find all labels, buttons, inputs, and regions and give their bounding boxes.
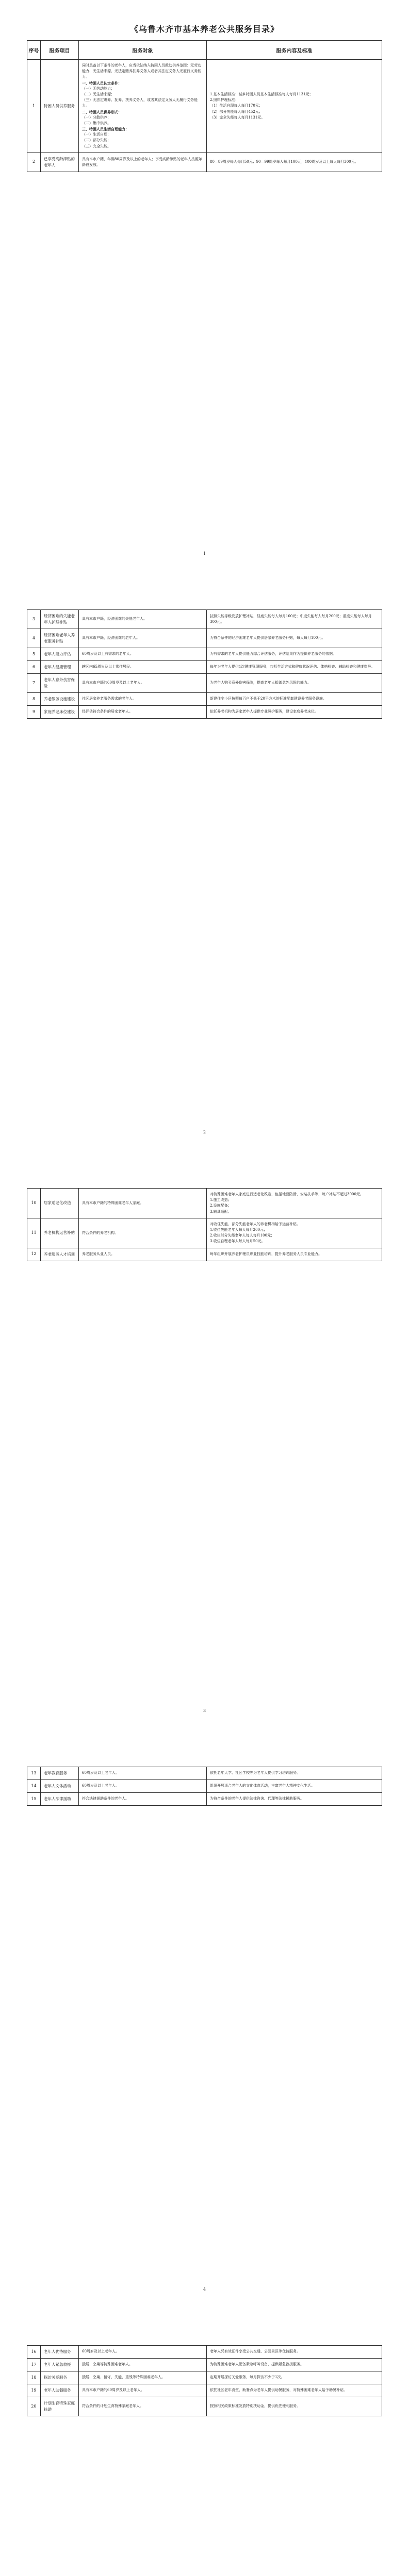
- row-number: 15: [27, 1793, 41, 1806]
- service-target-cell: [79, 1793, 207, 1806]
- service-table: [27, 2345, 382, 2416]
- service-standard-cell: [207, 1767, 382, 1780]
- service-standard-cell: [207, 2371, 382, 2384]
- service-item: 经济困难的失能老年人护理补贴: [41, 610, 79, 629]
- row-number: 8: [27, 693, 41, 706]
- service-target-cell: [79, 661, 207, 674]
- table-row: [27, 706, 382, 719]
- standard-line: 为符合条件的经济困难老年人提供居家养老服务补贴，每人每月100元。: [210, 636, 325, 640]
- row-number: 12: [27, 1248, 41, 1261]
- page-number: 2: [203, 1130, 206, 1134]
- service-table: [27, 609, 382, 719]
- service-target-cell: [79, 706, 207, 719]
- table-row: [27, 1767, 382, 1780]
- standard-line: 2.收住部分失能老年人每人每月100元；: [210, 1233, 275, 1238]
- target-line: 符合法律援助条件的老年人。: [82, 1797, 129, 1801]
- target-line: 具有本市户籍，年满80周岁及以上的老年人；享受高龄津贴的老年人按照年龄段发放。: [82, 157, 202, 167]
- target-line: 符合条件的养老机构。: [82, 1230, 118, 1235]
- service-standard-cell: [207, 648, 382, 661]
- service-item: 老年人健康管理: [41, 661, 79, 674]
- service-standard-cell: [207, 60, 382, 153]
- standard-line: 为有需求的老年人提供能力综合评估服务，评估结果作为提供养老服务的依据。: [210, 652, 336, 656]
- table-row: [27, 661, 382, 674]
- service-item: 养老机构运营补贴: [41, 1218, 79, 1248]
- target-line: （一）分散供养；: [82, 115, 111, 120]
- service-standard-cell: [207, 1793, 382, 1806]
- table-row: [27, 693, 382, 706]
- standard-line: 80—89周岁每人每月50元；90—99周岁每人每月100元；100周岁及以上每人每月300元。: [210, 160, 358, 164]
- page-number: 3: [203, 1708, 206, 1713]
- standard-line: 1.基本生活标准：城乡特困人员基本生活标准每人每月1131元；: [210, 92, 313, 96]
- service-standard-cell: [207, 2397, 382, 2416]
- target-line: 具有本市户籍的60周岁及以上老年人。: [82, 2388, 144, 2393]
- service-standard-cell: [207, 1248, 382, 1261]
- service-target-cell: [79, 2384, 207, 2397]
- header-standard: 服务内容及标准: [207, 41, 382, 60]
- service-target-cell: [79, 2371, 207, 2384]
- standard-line: 为特殊困难老年人配备紧急呼叫设备，提供紧急救援服务。: [210, 2362, 304, 2367]
- row-number: 7: [27, 674, 41, 693]
- table-section-4: [27, 1767, 382, 1806]
- service-item: 计划生育特殊家庭扶助: [41, 2397, 79, 2416]
- table-header-row: [27, 41, 382, 60]
- service-target-cell: [79, 674, 207, 693]
- header-item: 服务项目: [41, 41, 79, 60]
- standard-line: 每年为老年人提供1次健康管理服务，包括生活方式和健康状况评估、体格检查、辅助检查和健康指导。: [210, 665, 375, 669]
- service-standard-cell: [207, 629, 382, 648]
- standard-line: （2）部分失能每人每月452元；: [210, 109, 263, 114]
- service-standard-cell: [207, 674, 382, 693]
- service-target-cell: [79, 2346, 207, 2359]
- service-target-cell: [79, 152, 207, 172]
- service-item: 家庭养老床位建设: [41, 706, 79, 719]
- row-number: 10: [27, 1189, 41, 1218]
- page-1: [0, 0, 409, 579]
- standard-line: 为老年人购买意外伤害保险，提高老年人抵御意外风险的能力。: [210, 681, 311, 685]
- standard-line: 新建住宅小区按照每百户不低于20平方米的标准配套建设养老服务设施。: [210, 697, 326, 701]
- service-target-cell: [79, 1248, 207, 1261]
- target-line: 独居、空巢等特殊困难老年人。: [82, 2362, 133, 2367]
- target-line: 60周岁及以上有需求的老年人。: [82, 652, 134, 656]
- document-title: 《乌鲁木齐市基本养老公共服务目录》: [129, 24, 279, 34]
- row-number: 20: [27, 2397, 41, 2416]
- standard-line: 1.收住失能老年人每人每月200元；: [210, 1227, 268, 1232]
- service-item: 特困人员供养服务: [41, 60, 79, 153]
- target-line: 同时具备以下条件的老年人，应当依法纳入特困人员救助供养范围：无劳动能力、无生活来源、无法定赡养扶养义务人或者其法定义务人无履行义务能力。: [82, 63, 201, 79]
- service-target-cell: [79, 60, 207, 153]
- standard-line: 3.收住自理老年人每人每月50元。: [210, 1239, 265, 1244]
- table-row: [27, 2346, 382, 2359]
- standard-line: 对收住失能、部分失能老年人的养老机构给予运营补贴。: [210, 1222, 300, 1226]
- table-row: [27, 1218, 382, 1248]
- service-item: 老年人意外伤害保险: [41, 674, 79, 693]
- table-row: [27, 674, 382, 693]
- standard-line: 按照相关政策标准发放特别扶助金，提供优先便利服务。: [210, 2404, 300, 2409]
- target-line: 60周岁及以上老年人。: [82, 1784, 119, 1788]
- standard-line: 依托社区老年食堂、助餐点为老年人提供助餐服务，对特殊困难老年人给予助餐补贴。: [210, 2388, 347, 2393]
- standard-line: 2.照料护理标准：: [210, 98, 239, 103]
- target-line: 社区居家养老服务需求的老年人。: [82, 697, 136, 701]
- service-item: 老年人紧急救援: [41, 2359, 79, 2371]
- standard-line: 1.施工改造；: [210, 1198, 232, 1202]
- row-number: 2: [27, 152, 41, 172]
- standard-line: 按照失能等级发放护理补贴，轻度失能每人每月100元；中度失能每人每月200元；重度失能每人每月300元。: [210, 614, 372, 624]
- target-line: 养老服务从业人员。: [82, 1251, 114, 1256]
- standard-line: 对特殊困难老年人家庭进行适老化改造，包括地面防滑、安装扶手等，每户补贴不超过3000元。: [210, 1192, 364, 1196]
- service-target-cell: [79, 648, 207, 661]
- target-line: 具有本市户籍，经济困难的失能老年人。: [82, 617, 147, 621]
- service-standard-cell: [207, 1780, 382, 1793]
- service-table: [27, 1767, 382, 1806]
- service-target-cell: [79, 1780, 207, 1793]
- target-line: 60周岁及以上老年人。: [82, 1771, 119, 1775]
- target-line: 符合条件的计划生育特殊家庭老年人。: [82, 2404, 143, 2409]
- service-item: 老年人助餐服务: [41, 2384, 79, 2397]
- target-line: 一、特困人员认定条件：: [82, 80, 122, 86]
- service-standard-cell: [207, 706, 382, 719]
- target-line: 二、特困人员供养形式：: [82, 109, 122, 114]
- standard-line: （1）生活自理每人每月170元；: [210, 104, 263, 108]
- table-row: [27, 2384, 382, 2397]
- service-standard-cell: [207, 661, 382, 674]
- table-row: [27, 1793, 382, 1806]
- target-line: 辖区内65周岁及以上常住居民。: [82, 665, 134, 669]
- service-item: 老年人优待服务: [41, 2346, 79, 2359]
- header-target: 服务对象: [79, 41, 207, 60]
- table-row: [27, 648, 382, 661]
- standard-line: 每年组织开展养老护理员职业技能培训，提升养老服务人员专业能力。: [210, 1251, 322, 1256]
- target-line: 独居、空巢、留守、失能、重残等特殊困难老年人。: [82, 2375, 165, 2380]
- service-standard-cell: [207, 1218, 382, 1248]
- service-target-cell: [79, 2359, 207, 2371]
- table-row: [27, 629, 382, 648]
- service-target-cell: [79, 1189, 207, 1218]
- standard-line: 为符合条件的老年人提供法律咨询、代理等法律援助服务。: [210, 1797, 304, 1801]
- service-standard-cell: [207, 693, 382, 706]
- table-section-1: [27, 40, 382, 172]
- table-row: [27, 152, 382, 172]
- table-row: [27, 610, 382, 629]
- page-5: [0, 2314, 409, 2576]
- service-standard-cell: [207, 1189, 382, 1218]
- target-line: 经评估符合条件的居家老年人。: [82, 709, 133, 714]
- service-target-cell: [79, 2397, 207, 2416]
- service-standard-cell: [207, 2346, 382, 2359]
- page-2: [0, 579, 409, 1157]
- header-no: 序号: [27, 41, 41, 60]
- target-line: （二）部分失能；: [82, 138, 111, 143]
- service-item: 探访关爱服务: [41, 2371, 79, 2384]
- service-item: 老年教育服务: [41, 1767, 79, 1780]
- target-line: 具有本市户籍的60周岁及以上老年人。: [82, 681, 144, 685]
- service-item: 老年人文体活动: [41, 1780, 79, 1793]
- page-3: [0, 1157, 409, 1736]
- service-item: 老年人能力评估: [41, 648, 79, 661]
- target-line: （一）无劳动能力；: [82, 86, 114, 91]
- service-target-cell: [79, 629, 207, 648]
- service-standard-cell: [207, 152, 382, 172]
- service-item: 居家适老化改造: [41, 1189, 79, 1218]
- row-number: 17: [27, 2359, 41, 2371]
- row-number: 5: [27, 648, 41, 661]
- table-section-2: [27, 609, 382, 719]
- service-item: 老年人法律援助: [41, 1793, 79, 1806]
- target-line: 具有本市户籍的特殊困难老年人家庭。: [82, 1200, 143, 1205]
- service-item: 养老服务设施建设: [41, 693, 79, 706]
- service-item: 已享受高龄津贴的老年人: [41, 152, 79, 172]
- service-target-cell: [79, 1218, 207, 1248]
- target-line: （三）完全失能。: [82, 144, 111, 148]
- standard-line: 依托老年大学、社区学校等为老年人提供学习培训服务。: [210, 1771, 300, 1775]
- row-number: 13: [27, 1767, 41, 1780]
- row-number: 11: [27, 1218, 41, 1248]
- row-number: 14: [27, 1780, 41, 1793]
- page-4: [0, 1736, 409, 2314]
- standard-line: 定期开展探访关爱服务，每月探访不少于1次。: [210, 2375, 285, 2380]
- row-number: 16: [27, 2346, 41, 2359]
- table-row: [27, 2371, 382, 2384]
- service-item: 养老服务人才培训: [41, 1248, 79, 1261]
- table-row: [27, 1780, 382, 1793]
- table-row: [27, 1189, 382, 1218]
- service-standard-cell: [207, 610, 382, 629]
- page-number: 1: [203, 551, 206, 556]
- row-number: 6: [27, 661, 41, 674]
- service-table: [27, 1188, 382, 1261]
- standard-line: 老年人凭有效证件享受公共交通、公园景区等优待服务。: [210, 2349, 300, 2354]
- row-number: 3: [27, 610, 41, 629]
- target-line: 60周岁及以上老年人。: [82, 2349, 119, 2354]
- standard-line: （3）完全失能每人每月1131元。: [210, 115, 265, 120]
- table-section-3: [27, 1188, 382, 1261]
- target-line: 具有本市户籍，经济困难的老年人。: [82, 636, 140, 640]
- table-section-5: [27, 2345, 382, 2416]
- target-line: （三）无法定赡养、抚养、扶养义务人，或者其法定义务人无履行义务能力。: [82, 98, 198, 108]
- row-number: 18: [27, 2371, 41, 2384]
- service-target-cell: [79, 1767, 207, 1780]
- table-row: [27, 1248, 382, 1261]
- service-target-cell: [79, 693, 207, 706]
- page-number: 4: [203, 2287, 206, 2292]
- table-row: [27, 60, 382, 153]
- row-number: 19: [27, 2384, 41, 2397]
- target-line: 三、特困人员生活自理能力：: [82, 127, 129, 132]
- service-table: [27, 40, 382, 172]
- row-number: 9: [27, 706, 41, 719]
- service-target-cell: [79, 610, 207, 629]
- standard-line: 2.设施配备；: [210, 1204, 232, 1208]
- target-line: （二）集中供养。: [82, 121, 111, 125]
- row-number: 4: [27, 629, 41, 648]
- target-line: （二）无生活来源；: [82, 92, 114, 96]
- service-standard-cell: [207, 2384, 382, 2397]
- standard-line: 组织开展适合老年人的文化体育活动，丰富老年人精神文化生活。: [210, 1784, 315, 1788]
- target-line: （一）生活自理；: [82, 132, 111, 137]
- service-item: 经济困难老年人养老服务补贴: [41, 629, 79, 648]
- table-row: [27, 2359, 382, 2371]
- standard-line: 3.辅具适配。: [210, 1209, 232, 1214]
- service-standard-cell: [207, 2359, 382, 2371]
- standard-line: 依托养老机构为居家老年人提供专业照护服务，建设家庭养老床位。: [210, 709, 318, 714]
- row-number: 1: [27, 60, 41, 153]
- table-row: [27, 2397, 382, 2416]
